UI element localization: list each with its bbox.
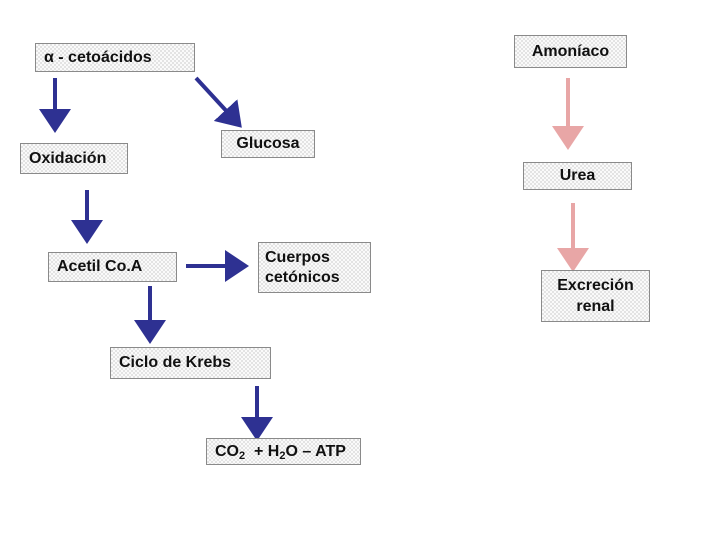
node-ciclo-krebs [110,347,271,379]
node-products [206,438,361,465]
node-glucosa-label: Glucosa [236,135,300,152]
node-acetil-coa [48,252,177,282]
node-amoniaco [514,35,627,68]
arrow-cetoacidos-glucosa [196,78,231,116]
node-excrecion-line2: renal [576,298,615,315]
products-h-sub: 2 [279,449,286,462]
node-cuerpos-cetonicos [258,242,371,293]
node-ciclo-krebs-label: Ciclo de Krebs [119,354,232,371]
products-tail: O – ATP [285,442,346,460]
node-acetil-coa-label: Acetil Co.A [57,258,143,275]
node-amoniaco-label: Amoníaco [531,42,610,60]
node-cuerpos-line2: cetónicos [265,269,340,286]
node-oxidacion-label: Oxidación [29,149,107,167]
node-cuerpos-line1: Cuerpos [265,249,330,266]
node-urea [523,162,632,190]
node-cetoacidos-label: α - cetoácidos [44,48,152,66]
products-plus-h: + H [254,442,280,460]
node-cetoacidos [35,43,195,72]
node-excrecion-line1: Excreción [557,277,634,294]
node-products-label [215,443,346,461]
node-glucosa [221,130,315,158]
products-co-sub: 2 [239,449,246,462]
node-excrecion-renal [541,270,650,322]
node-urea-label: Urea [559,167,596,184]
node-oxidacion [20,143,128,174]
products-co: CO [215,442,239,460]
